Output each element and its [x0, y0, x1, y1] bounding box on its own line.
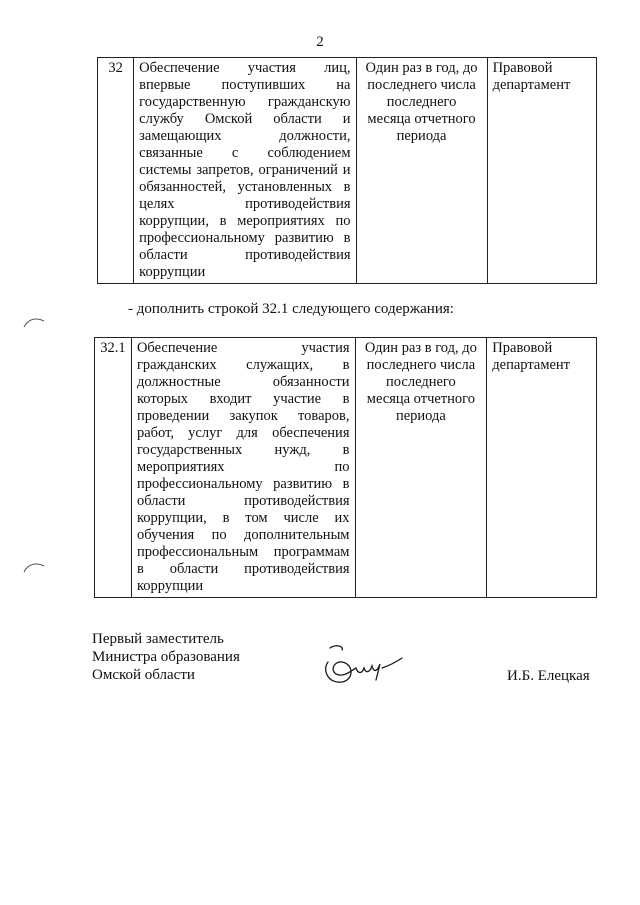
table-row-32-1	[94, 337, 597, 598]
description-line: которых входит участие в	[136, 391, 350, 407]
description-line: обязанностей, установленных в	[139, 179, 351, 195]
description-line: впервые поступивших на	[139, 77, 351, 93]
period-line: Один раз в год, до	[364, 340, 477, 356]
description-line: обучения по дополнительным	[136, 527, 350, 543]
description-line: Обеспечение участия лиц,	[139, 60, 351, 76]
description-line: системы запретов, ограничений и	[139, 162, 351, 178]
description-line: коррупции, в мероприятиях по	[139, 213, 351, 229]
period-line: последнего числа	[366, 357, 476, 373]
row-period	[356, 58, 487, 284]
signatory-position	[92, 630, 240, 684]
description-line: гражданских служащих, в	[136, 357, 350, 373]
row-description	[131, 338, 355, 598]
description-line: государственную гражданскую	[139, 94, 351, 110]
description-line: коррупции, в том числе их	[136, 510, 350, 526]
period-line: месяца отчетного	[366, 391, 475, 407]
description-line: государственных нужд, в	[136, 442, 350, 458]
description-line: целях противодействия	[139, 196, 351, 212]
binding-mark-icon	[22, 560, 46, 574]
table-row-32	[97, 57, 597, 284]
description-line: в области противодействия	[136, 561, 350, 577]
description-line: Обеспечение участия	[136, 340, 350, 356]
description-line: области противодействия	[139, 247, 351, 263]
description-line: коррупции	[139, 264, 206, 280]
period-line: последнего	[386, 374, 456, 390]
department-line: департамент	[492, 77, 571, 93]
description-line: области противодействия	[136, 493, 350, 509]
addition-instruction: - дополнить строкой 32.1 следующего содержания:	[128, 301, 454, 317]
description-line: связанные с соблюдением	[139, 145, 351, 161]
position-line: Министра образования	[92, 649, 240, 665]
description-line: замещающих должности,	[139, 128, 351, 144]
description-line: профессиональному развитию в	[139, 230, 351, 246]
position-line: Омской области	[92, 667, 195, 683]
description-line: проведении закупок товаров,	[136, 408, 350, 424]
period-line: периода	[396, 128, 447, 144]
row-period	[355, 338, 487, 598]
row-department	[487, 338, 597, 598]
department-line: департамент	[492, 357, 571, 373]
department-line: Правовой	[492, 60, 553, 76]
row-description	[134, 58, 356, 284]
description-line: мероприятиях по	[136, 459, 350, 475]
page-number: 2	[316, 34, 324, 50]
row-number: 32	[98, 58, 134, 284]
position-line: Первый заместитель	[92, 631, 224, 647]
binding-mark-icon	[22, 315, 46, 329]
description-line: должностные обязанности	[136, 374, 350, 390]
period-line: периода	[395, 408, 446, 424]
period-line: последнего числа	[367, 77, 476, 93]
period-line: месяца отчетного	[367, 111, 476, 127]
row-number: 32.1	[95, 338, 132, 598]
description-line: коррупции	[136, 578, 204, 594]
signer-name: И.Б. Елецкая	[507, 668, 590, 684]
department-line: Правовой	[492, 340, 553, 356]
period-line: последнего	[386, 94, 457, 110]
row-department	[487, 58, 596, 284]
period-line: Один раз в год, до	[365, 60, 478, 76]
description-line: профессиональным программам	[136, 544, 350, 560]
description-line: службу Омской области и	[139, 111, 351, 127]
description-line: работ, услуг для обеспечения	[136, 425, 350, 441]
handwritten-signature	[318, 640, 408, 690]
description-line: профессиональному развитию в	[136, 476, 350, 492]
